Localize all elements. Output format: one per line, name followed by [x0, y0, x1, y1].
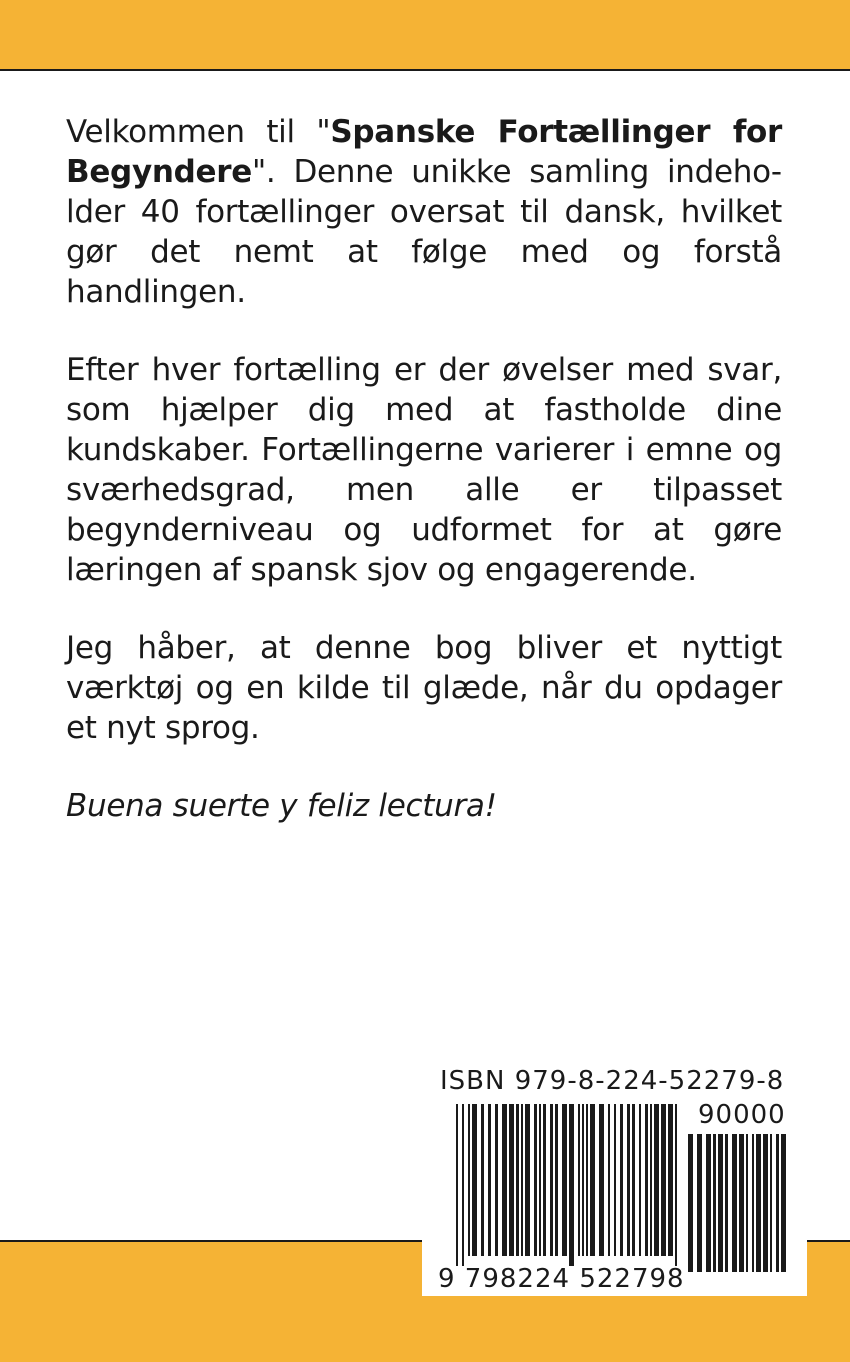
barcode-bar	[534, 1104, 537, 1256]
barcode-bar	[654, 1104, 659, 1256]
barcode-bar	[632, 1104, 635, 1256]
barcode-bar	[521, 1104, 523, 1256]
barcode-bar	[725, 1134, 728, 1272]
barcode-bar	[746, 1134, 748, 1272]
barcode-bar	[697, 1134, 702, 1272]
isbn-label: ISBN 979-8-224-52279-8	[440, 1066, 785, 1096]
barcode-bar	[752, 1134, 754, 1272]
price-addon-label: 90000	[698, 1100, 786, 1130]
barcode-bar	[488, 1104, 491, 1256]
barcode-bar	[599, 1104, 604, 1256]
barcode-bar	[525, 1104, 530, 1256]
barcode-bar	[462, 1104, 464, 1266]
wish-paragraph: Jeg håber, at denne bog bliver et nyttigt værktøj og en kilde til glæde, når du opdager et nyt sprog.	[66, 630, 782, 746]
barcode-bar	[739, 1134, 744, 1272]
barcode-bar	[555, 1104, 558, 1256]
barcode-bar	[688, 1134, 693, 1272]
barcode-bar	[562, 1104, 567, 1256]
barcode-bar	[650, 1104, 652, 1256]
barcode-bar	[495, 1104, 498, 1256]
barcode-bar	[516, 1104, 519, 1256]
barcode-bar	[468, 1104, 470, 1256]
barcode-bars	[422, 1060, 807, 1296]
barcode-digits: 9 798224 522798	[438, 1264, 685, 1294]
top-color-band	[0, 0, 850, 71]
barcode-bar	[509, 1104, 514, 1256]
barcode-bar	[781, 1134, 786, 1272]
intro-text-start: Velkommen til "	[66, 114, 331, 150]
intro-text-end: ". Denne unikke samling indeholder 40 fortællinger oversat til dansk, hvilket gør det nemt at følge med og forstå handlingen.	[66, 154, 782, 310]
barcode-bar	[614, 1104, 616, 1256]
book-title: Spanske Fortællinger for Begyndere	[66, 114, 782, 190]
barcode-bar	[569, 1104, 574, 1266]
barcode-bar	[763, 1134, 768, 1272]
main-barcode	[456, 1104, 677, 1266]
barcode-bar	[586, 1104, 588, 1256]
barcode-bar	[732, 1134, 737, 1272]
exercises-paragraph: Efter hver fortælling er der øvelser med svar, som hjælper dig med at fastholde dine kundskaber. Fortællingerne varierer i emne og sværhedsgrad, men alle er tilpasset begynderniveau og udformet for at gøre læringen af spansk sjov og engagerende.	[66, 352, 782, 588]
addon-barcode	[688, 1134, 786, 1272]
barcode-bar	[713, 1134, 716, 1272]
barcode-bar	[639, 1104, 641, 1256]
isbn-barcode	[422, 1060, 807, 1296]
barcode-bar	[627, 1104, 630, 1256]
barcode-bar	[481, 1104, 484, 1256]
barcode-bar	[718, 1134, 723, 1272]
barcode-bar	[756, 1134, 761, 1272]
barcode-bar	[776, 1134, 779, 1272]
barcode-bar	[582, 1104, 584, 1256]
barcode-bar	[668, 1104, 673, 1256]
barcode-bar	[456, 1104, 458, 1266]
barcode-bar	[608, 1104, 610, 1256]
barcode-bar	[620, 1104, 623, 1256]
barcode-bar	[539, 1104, 541, 1256]
barcode-bar	[550, 1104, 553, 1256]
barcode-bar	[543, 1104, 546, 1256]
barcode-bar	[645, 1104, 648, 1256]
barcode-bar	[590, 1104, 595, 1256]
barcode-bar	[661, 1104, 666, 1256]
back-cover-text	[66, 112, 782, 864]
barcode-bar	[578, 1104, 580, 1256]
barcode-bar	[770, 1134, 772, 1272]
closing-line: Buena suerte y feliz lectura!	[66, 788, 497, 824]
barcode-bar	[706, 1134, 711, 1272]
intro-paragraph	[66, 112, 782, 312]
barcode-bar	[675, 1104, 677, 1266]
barcode-bar	[472, 1104, 477, 1256]
barcode-bar	[502, 1104, 507, 1256]
